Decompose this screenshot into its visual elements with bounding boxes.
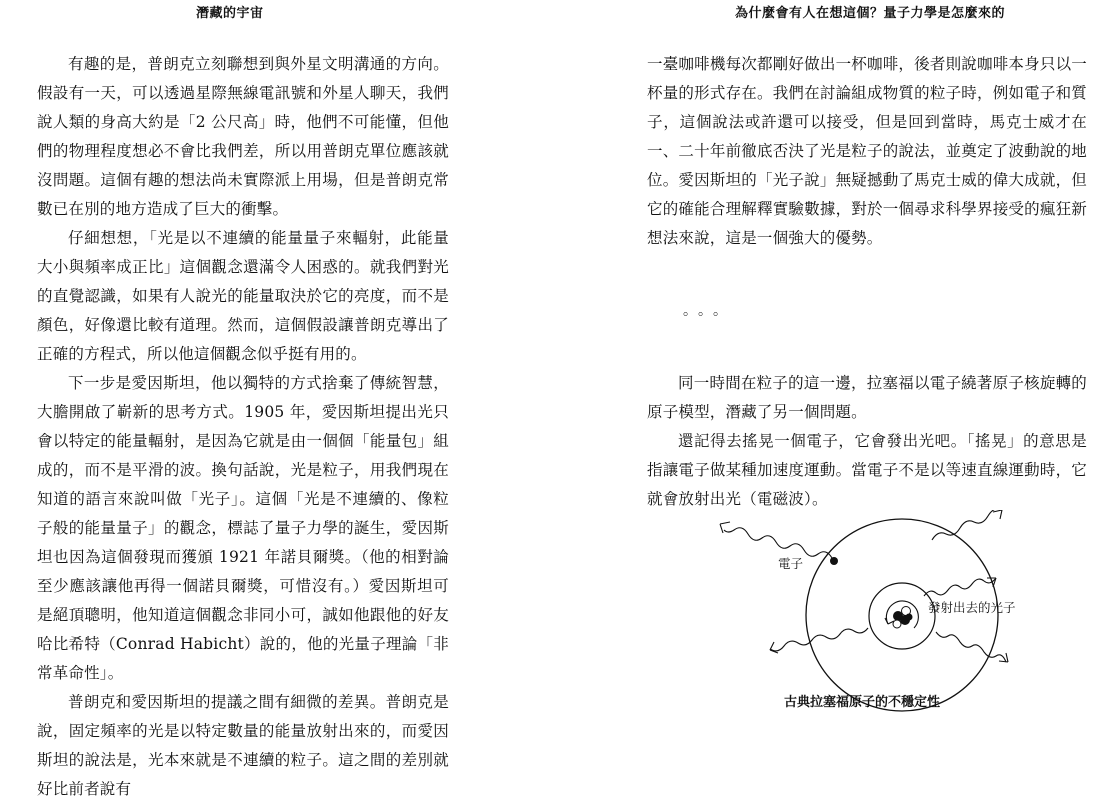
- electron-label: 電子: [778, 556, 804, 571]
- figure-caption: 古典拉塞福原子的不穩定性: [784, 695, 941, 710]
- left-paragraph-2: 仔細想想，「光是以不連續的能量量子來輻射，此能量大小與頻率成正比」這個觀念還滿令人困惑的。就我們對光的直覺認識，如果有人說光的能量取決於它的亮度，而不是顏色，好像還比較有道理。然而，這個假設讓普朗克導出了正確的方程式，所以他這個觀念似乎挺有用的。: [37, 229, 449, 363]
- section-spacer: [647, 340, 1087, 369]
- right-paragraph-1: 一臺咖啡機每次都剛好做出一杯咖啡，後者則說咖啡本身只以一杯量的形式存在。我們在討論組成物質的粒子時，例如電子和質子，這個說法或許還可以接受，但是回到當時，馬克士威才在一、二十年前徹底否決了光是粒子的說法，並奠定了波動說的地位。愛因斯坦的「光子說」無疑撼動了馬克士威的偉大成就，但它的確能合理解釋實驗數據，對於一個尋求科學界接受的瘋狂新想法來說，這是一個強大的優勢。: [647, 55, 1087, 247]
- right-running-header: 為什麼會有人在想這個？量子力學是怎麼來的: [735, 6, 1006, 21]
- section-spacer: [647, 253, 1087, 282]
- left-page: [0, 0, 552, 798]
- right-paragraph-2: 同一時間在粒子的這一邊，拉塞福以電子繞著原子核旋轉的原子模型，潛藏了另一個問題。: [647, 374, 1087, 421]
- left-paragraph-1: 有趣的是，普朗克立刻聯想到與外星文明溝通的方向。假設有一天，可以透過星際無線電訊號和外星人聊天，我們說人類的身高大約是「2 公尺高」時，他們不可能懂，但他們的物理程度想必不會比我們差，所以用普朗克單位應該就沒問題。這個有趣的想法尚未實際派上用場，但是普朗克常數已在別的地方造成了巨大的衝擊。: [37, 55, 449, 218]
- right-body-text: [647, 50, 1087, 514]
- photon-wave-upper-right: [932, 510, 1002, 540]
- rutherford-atom-figure: [692, 510, 1042, 715]
- photon-wave-right: [924, 578, 996, 596]
- right-page: [552, 0, 1103, 751]
- electron-dot: [830, 557, 838, 565]
- photon-wave-lower-left: [770, 628, 868, 651]
- photon-arrowhead-upper-right: [993, 510, 1002, 519]
- photon-label: 發射出去的光子: [928, 600, 1016, 615]
- left-paragraph-4: 普朗克和愛因斯坦的提議之間有細微的差異。普朗克是說，固定頻率的光是以特定數量的能量放射出來的，而愛因斯坦的說法是，光本來就是不連續的粒子。這之間的差別就好比前者說有: [37, 693, 449, 798]
- left-paragraph-3: 下一步是愛因斯坦，他以獨特的方式捨棄了傳統智慧，大膽開啟了嶄新的思考方式。1905 年，愛因斯坦提出光只會以特定的能量輻射，是因為它就是由一個個「能量包」組成的，而不是平滑的波。換句話說，光是粒子，用我們現在知道的語言來說叫做「光子」。這個「光是不連續的、像粒子般的能量量子」的觀念，標誌了量子力學的誕生，愛因斯坦也因為這個發現而獲頒 1921 年諾貝爾獎。（他的相對論至少應該讓他再得一個諾貝爾獎，可惜沒有。）愛因斯坦可是絕頂聰明，他知道這個觀念非同小可，誠如他跟他的好友哈比希特（Conrad Habicht）說的，他的光量子理論「非常革命性」。: [37, 374, 449, 682]
- left-body-text: [37, 50, 449, 804]
- right-paragraph-3: 還記得去搖晃一個電子，它會發出光吧。「搖晃」的意思是指讓電子做某種加速度運動。當電子不是以等速直線運動時，它就會放射出光（電磁波）。: [647, 432, 1087, 508]
- section-break-ellipsis: 。。。: [683, 303, 735, 319]
- nucleus: [893, 607, 913, 629]
- left-running-header: 潛藏的宇宙: [196, 6, 264, 21]
